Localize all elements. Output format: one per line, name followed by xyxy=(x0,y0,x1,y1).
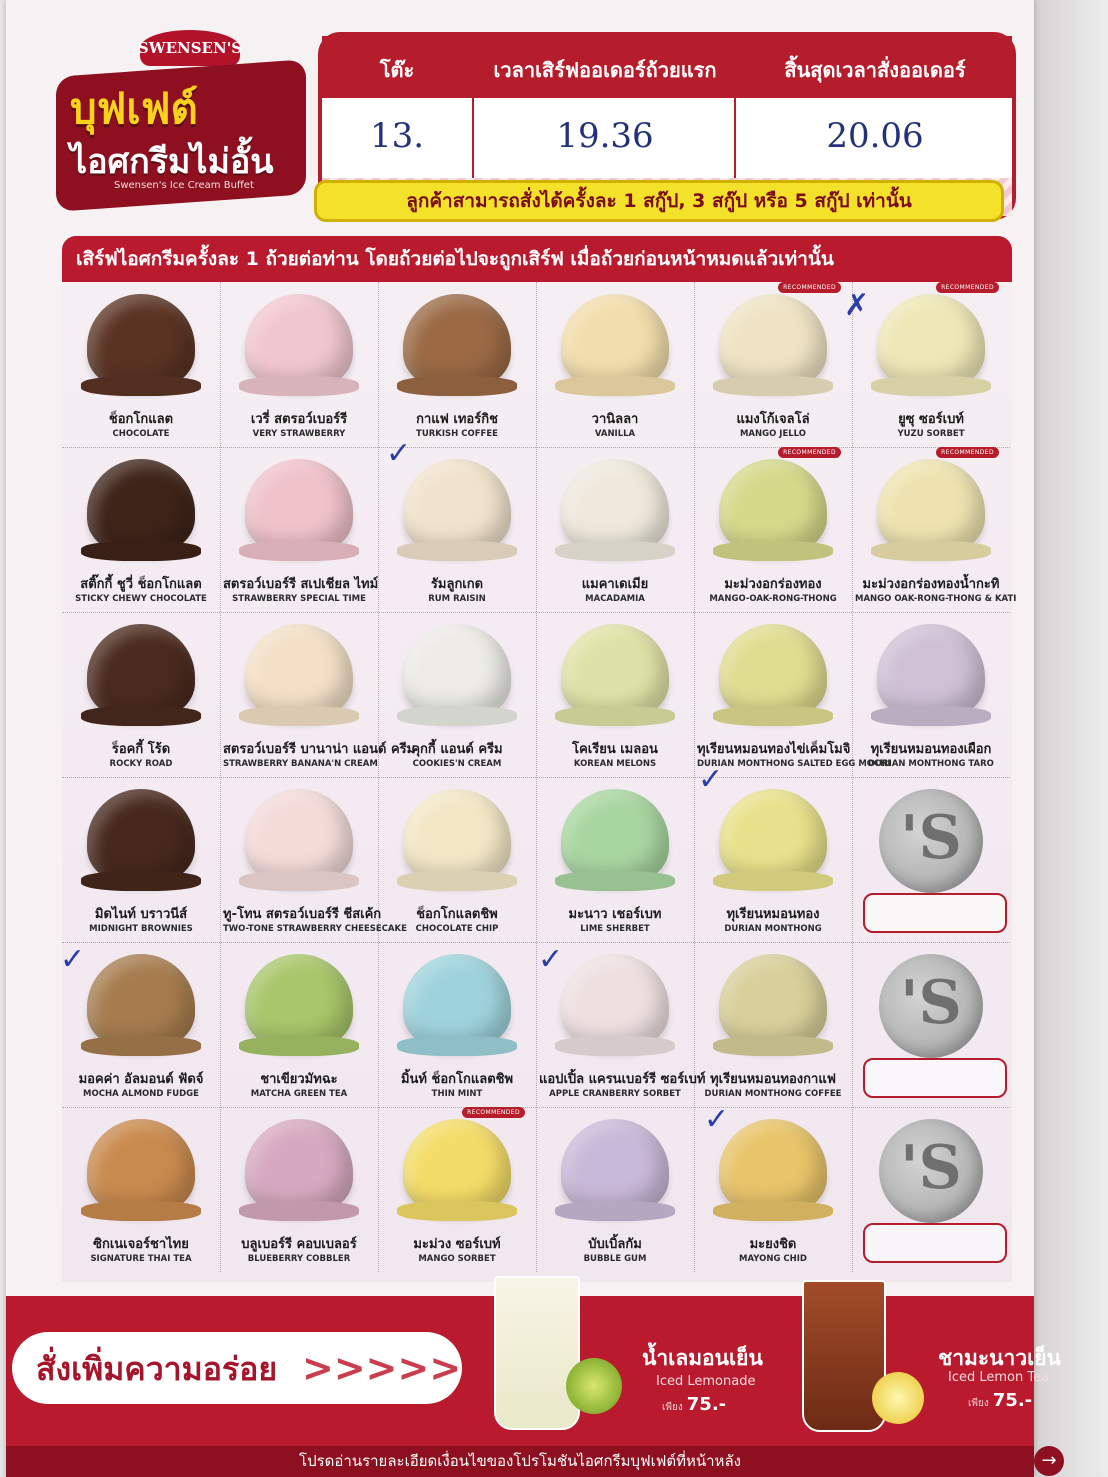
flavor-name-th: แมงโก้เจลโล่ xyxy=(736,412,810,427)
ice-cream-scoop-icon xyxy=(403,789,511,885)
flavor-name-en: VANILLA xyxy=(594,429,636,439)
ice-cream-scoop-icon xyxy=(87,789,195,885)
flavor-name-en: MOCHA ALMOND FUDGE xyxy=(83,1089,199,1099)
ice-cream-scoop-icon xyxy=(245,789,353,885)
flavor-item[interactable] xyxy=(381,286,533,448)
flavor-name-th: มอคค่า อัลมอนด์ ฟัดจ์ xyxy=(78,1072,204,1087)
swensens-logo xyxy=(56,30,306,205)
lemon-tea-glass-icon xyxy=(802,1280,886,1432)
flavor-name-en: MAYONG CHID xyxy=(739,1254,807,1264)
ice-cream-scoop-icon xyxy=(87,624,195,720)
flavor-name-th: สตรอว์เบอร์รี สเปเชียล ไทม์ xyxy=(223,577,379,592)
flavor-name-en: BUBBLE GUM xyxy=(583,1254,647,1264)
s-logo-glyph: 'S xyxy=(900,968,962,1038)
ice-cream-scoop-icon xyxy=(245,459,353,555)
flavor-item[interactable] xyxy=(65,616,217,778)
logo-title-line1: บุฟเฟต์ xyxy=(70,84,198,133)
table-number-value[interactable]: 13. xyxy=(369,116,425,156)
blank-flavor-field[interactable] xyxy=(863,1058,1007,1098)
flavor-name-en: DURIAN MONTHONG TARO xyxy=(868,759,994,769)
flavor-name-en: STICKY CHEWY CHOCOLATE xyxy=(75,594,207,604)
flavor-item[interactable] xyxy=(381,781,533,943)
flavor-item[interactable] xyxy=(223,616,416,778)
ice-cream-scoop-icon xyxy=(403,954,511,1050)
flavor-name-en: YUZU SORBET xyxy=(897,429,965,439)
lemonade-price-prefix: เพียง xyxy=(662,1402,683,1413)
flavor-name-en: ROCKY ROAD xyxy=(109,759,173,769)
ice-cream-scoop-icon xyxy=(87,1119,195,1215)
flavor-item[interactable] xyxy=(539,616,691,778)
ice-cream-scoop-icon xyxy=(719,954,827,1050)
recommended-badge: RECOMMENDED xyxy=(778,447,841,458)
handwritten-check-icon: ✓ xyxy=(698,762,724,797)
ice-cream-scoop-icon xyxy=(719,1119,827,1215)
recommended-badge: RECOMMENDED xyxy=(462,1107,525,1118)
ice-cream-scoop-icon xyxy=(403,624,511,720)
flavor-name-en: MANGO OAK-RONG-THONG & KATI xyxy=(855,594,1017,604)
swensens-s-logo-icon xyxy=(879,789,983,893)
flavor-name-th: รัมลูกเกด xyxy=(430,577,484,592)
last-order-header: สิ้นสุดเวลาสั่งออเดอร์ xyxy=(784,58,966,82)
blank-flavor-field[interactable] xyxy=(863,893,1007,933)
ice-cream-scoop-icon xyxy=(561,624,669,720)
flavor-item[interactable] xyxy=(539,781,691,943)
blank-flavor-slot[interactable] xyxy=(855,781,1007,943)
handwritten-cross-icon: ✗ xyxy=(844,288,870,323)
flavor-name-th: โคเรียน เมลอน xyxy=(572,742,658,757)
order-more-button[interactable] xyxy=(12,1332,462,1404)
order-more-label: สั่งเพิ่มความอร่อย xyxy=(36,1350,278,1388)
flavor-item[interactable] xyxy=(223,781,407,943)
flavor-item[interactable] xyxy=(65,451,217,613)
flavor-name-th: บลูเบอร์รี คอบเบลอร์ xyxy=(241,1237,357,1252)
lemonade-name-en: Iced Lemonade xyxy=(656,1374,756,1389)
flavor-name-th: วานิลลา xyxy=(591,412,639,427)
flavor-name-en: TURKISH COFFEE xyxy=(416,429,498,439)
flavor-name-th: ช็อกโกแลตชิพ xyxy=(416,907,498,922)
ice-cream-scoop-icon xyxy=(561,459,669,555)
logo-subtitle: Swensen's Ice Cream Buffet xyxy=(114,180,254,191)
s-logo-glyph: 'S xyxy=(900,1133,962,1203)
flavor-item[interactable] xyxy=(223,286,375,448)
recommended-badge: RECOMMENDED xyxy=(778,282,841,293)
ice-cream-scoop-icon xyxy=(561,954,669,1050)
flavor-name-en: APPLE CRANBERRY SORBET xyxy=(549,1089,681,1099)
flavor-item[interactable] xyxy=(223,946,375,1108)
flavor-item[interactable] xyxy=(697,616,891,778)
flavor-name-th: มะม่วง ซอร์เบท์ xyxy=(413,1237,501,1252)
flavor-name-th: สติ๊กกี้ ชูวี่ ช็อกโกแลต xyxy=(80,577,202,592)
flavor-grid xyxy=(60,282,1017,1282)
ice-cream-scoop-icon xyxy=(245,954,353,1050)
handwritten-check-icon: ✓ xyxy=(538,942,564,977)
flavor-name-th: ทุเรียนหมอนทองไข่เค็มโมจิ xyxy=(697,742,851,757)
ice-cream-scoop-icon xyxy=(245,624,353,720)
blank-flavor-slot[interactable] xyxy=(855,946,1007,1108)
flavor-name-th: เวรี่ สตรอว์เบอร์รี xyxy=(250,412,348,427)
flavor-name-en: BLUEBERRY COBBLER xyxy=(247,1254,351,1264)
flavor-item[interactable] xyxy=(381,616,533,778)
flavor-name-th: มะม่วงอกร่องทอง xyxy=(724,577,822,592)
ice-cream-scoop-icon xyxy=(719,624,827,720)
terms-footer: โปรดอ่านรายละเอียดเงื่อนไขของโปรโมชันไอศกรีมบุฟเฟต์ที่หน้าหลัง xyxy=(6,1446,1034,1477)
serve-rule-banner: เสิร์ฟไอศกรีมครั้งละ 1 ถ้วยต่อท่าน โดยถ้วยต่อไปจะถูกเสิร์ฟ เมื่อถ้วยก่อนหน้าหมดแล้วเท่านั้น xyxy=(62,236,1012,282)
flavor-name-en: CHOCOLATE CHIP xyxy=(415,924,499,934)
ice-cream-scoop-icon xyxy=(87,954,195,1050)
lemon-tea-name-en: Iced Lemon Tea xyxy=(948,1370,1050,1385)
flavor-name-en: TWO-TONE STRAWBERRY CHEESECAKE xyxy=(223,924,407,934)
flavor-name-en: MANGO JELLO xyxy=(739,429,807,439)
flavor-name-th: มะนาว เชอร์เบท xyxy=(568,907,662,922)
flavor-item[interactable] xyxy=(855,616,1007,778)
ice-cream-scoop-icon xyxy=(561,1119,669,1215)
table-surface xyxy=(1034,0,1108,1477)
table-number-column xyxy=(322,36,472,178)
flavor-item[interactable] xyxy=(539,286,691,448)
flavor-item[interactable] xyxy=(855,449,1017,613)
flavor-name-th: ยูซุ ซอร์เบท์ xyxy=(898,412,964,427)
flavor-name-en: DURIAN MONTHONG xyxy=(724,924,822,934)
ice-cream-scoop-icon xyxy=(877,294,985,390)
handwritten-check-icon: ✓ xyxy=(704,1102,730,1137)
lemon-icon xyxy=(872,1372,924,1424)
flavor-name-en: COOKIES'N CREAM xyxy=(412,759,502,769)
lime-icon xyxy=(566,1358,622,1414)
add-on-promo xyxy=(6,1296,1061,1446)
flavor-name-th: แมคาเดเมีย xyxy=(581,577,649,592)
flavor-name-th: กาแฟ เทอร์กิช xyxy=(416,412,498,427)
flavor-name-th: ทุเรียนหมอนทองกาแฟ xyxy=(710,1072,836,1087)
flavor-name-th: มิ้นท์ ช็อกโกแลตชิพ xyxy=(400,1072,514,1087)
flavor-item[interactable] xyxy=(223,1111,375,1273)
scoop-notice: ลูกค้าสามารถสั่งได้ครั้งละ 1 สกู๊ป, 3 สกู๊ป หรือ 5 สกู๊ป เท่านั้น xyxy=(314,180,1004,222)
flavor-item[interactable] xyxy=(539,1111,691,1273)
flavor-item[interactable] xyxy=(65,946,217,1108)
s-logo-glyph: 'S xyxy=(900,803,962,873)
ice-cream-scoop-icon xyxy=(245,294,353,390)
swensens-s-logo-icon xyxy=(879,1119,983,1223)
flavor-name-en: VERY STRAWBERRY xyxy=(252,429,346,439)
chevrons-icon: >>>>> xyxy=(302,1346,462,1390)
flavor-name-en: STRAWBERRY SPECIAL TIME xyxy=(232,594,366,604)
blank-flavor-field[interactable] xyxy=(863,1223,1007,1263)
flavor-name-th: สตรอว์เบอร์รี บานาน่า แอนด์ ครีม xyxy=(223,742,416,757)
flavor-item[interactable] xyxy=(381,1111,533,1273)
flavor-item[interactable] xyxy=(855,286,1007,448)
flavor-name-th: มิดไนท์ บราวนีส์ xyxy=(94,907,188,922)
first-serve-value[interactable]: 19.36 xyxy=(556,116,654,156)
flavor-name-th: บับเบิ้ลกัม xyxy=(588,1237,642,1252)
flavor-item[interactable] xyxy=(381,451,533,613)
flavor-name-th: มะม่วงอกร่องทองน้ำกะทิ xyxy=(862,577,1000,592)
ice-cream-scoop-icon xyxy=(403,294,511,390)
flavor-name-th: ทุเรียนหมอนทองเผือก xyxy=(870,742,992,757)
ice-cream-scoop-icon xyxy=(561,789,669,885)
flavor-name-en: MANGO-OAK-RONG-THONG xyxy=(709,594,837,604)
ice-cream-scoop-icon xyxy=(719,789,827,885)
flavor-item[interactable] xyxy=(697,781,849,943)
flavor-name-th: ทุเรียนหมอนทอง xyxy=(726,907,820,922)
ice-cream-scoop-icon xyxy=(561,294,669,390)
menu-sheet xyxy=(6,0,1061,1477)
ice-cream-scoop-icon xyxy=(403,459,511,555)
flavor-item[interactable] xyxy=(539,451,691,613)
flavor-name-en: DURIAN MONTHONG COFFEE xyxy=(704,1089,842,1099)
flavor-name-th: มะยงชิด xyxy=(749,1237,797,1252)
flavor-name-en: MIDNIGHT BROWNIES xyxy=(89,924,193,934)
flavor-item[interactable] xyxy=(65,781,217,943)
flavor-item[interactable] xyxy=(65,286,217,448)
flavor-name-th: ร็อคกี้ โร้ด xyxy=(111,742,171,757)
flavor-name-th: ทู-โทน สตรอว์เบอร์รี ชีสเค้ก xyxy=(223,907,382,922)
lemon-tea-price xyxy=(968,1390,1032,1411)
last-order-value[interactable]: 20.06 xyxy=(826,116,924,156)
lemonade-name-th: น้ำเลมอนเย็น xyxy=(642,1346,763,1370)
swensens-s-logo-icon xyxy=(879,954,983,1058)
ice-cream-scoop-icon xyxy=(87,294,195,390)
lemon-tea-price-value: 75.- xyxy=(992,1390,1033,1411)
flavor-name-en: RUM RAISIN xyxy=(428,594,486,604)
brand-name: SWENSEN'S xyxy=(140,30,240,66)
lemonade-price xyxy=(662,1394,726,1415)
flavor-item[interactable] xyxy=(697,286,849,448)
lemon-tea-price-prefix: เพียง xyxy=(968,1398,989,1409)
ice-cream-scoop-icon xyxy=(877,459,985,555)
flavor-name-th: ซิกเนเจอร์ชาไทย xyxy=(93,1237,189,1252)
ice-cream-scoop-icon xyxy=(719,294,827,390)
flavor-name-en: MATCHA GREEN TEA xyxy=(250,1089,348,1099)
table-number-header: โต๊ะ xyxy=(379,58,415,82)
last-order-column xyxy=(734,36,1014,178)
ice-cream-scoop-icon xyxy=(245,1119,353,1215)
flavor-name-th: แอปเปิ้ล แครนเบอร์รี ซอร์เบท์ xyxy=(539,1072,706,1087)
flavor-item[interactable] xyxy=(697,451,849,613)
ice-cream-scoop-icon xyxy=(87,459,195,555)
flavor-name-th: ช็อกโกแลต xyxy=(108,412,174,427)
flavor-item[interactable] xyxy=(381,946,533,1108)
flavor-name-en: MANGO SORBET xyxy=(418,1254,496,1264)
first-serve-column xyxy=(472,36,736,178)
flavor-name-en: LIME SHERBET xyxy=(580,924,650,934)
handwritten-check-icon: ✓ xyxy=(60,942,86,977)
flavor-name-en: CHOCOLATE xyxy=(112,429,170,439)
flavor-name-en: DURIAN MONTHONG SALTED EGG MOCHI xyxy=(697,759,891,769)
lemon-tea-name-th: ชามะนาวเย็น xyxy=(938,1346,1061,1370)
recommended-badge: RECOMMENDED xyxy=(936,282,999,293)
flavor-name-en: KOREAN MELONS xyxy=(573,759,657,769)
flavor-name-en: STRAWBERRY BANANA'N CREAM xyxy=(223,759,378,769)
flavor-name-en: MACADAMIA xyxy=(585,594,645,604)
flavor-item[interactable] xyxy=(65,1111,217,1273)
recommended-badge: RECOMMENDED xyxy=(936,447,999,458)
first-serve-header: เวลาเสิร์ฟออเดอร์ถ้วยแรก xyxy=(493,58,717,82)
lemonade-price-value: 75.- xyxy=(686,1394,727,1415)
ice-cream-scoop-icon xyxy=(719,459,827,555)
flavor-name-th: คุกกี้ แอนด์ ครีม xyxy=(411,742,503,757)
flavor-item[interactable] xyxy=(223,451,379,613)
arrow-right-icon[interactable]: → xyxy=(1034,1446,1064,1476)
flavor-name-th: ชาเขียวมัทฉะ xyxy=(260,1072,338,1087)
ice-cream-scoop-icon xyxy=(403,1119,511,1215)
logo-title-line2: ไอศกรีมไม่อั้น xyxy=(70,142,274,182)
flavor-name-en: SIGNATURE THAI TEA xyxy=(90,1254,192,1264)
lemonade-glass-icon xyxy=(494,1276,580,1430)
handwritten-check-icon: ✓ xyxy=(386,436,412,471)
flavor-name-en: THIN MINT xyxy=(431,1089,483,1099)
ice-cream-scoop-icon xyxy=(877,624,985,720)
flavor-item[interactable] xyxy=(697,946,849,1108)
blank-flavor-slot[interactable] xyxy=(855,1111,1007,1273)
